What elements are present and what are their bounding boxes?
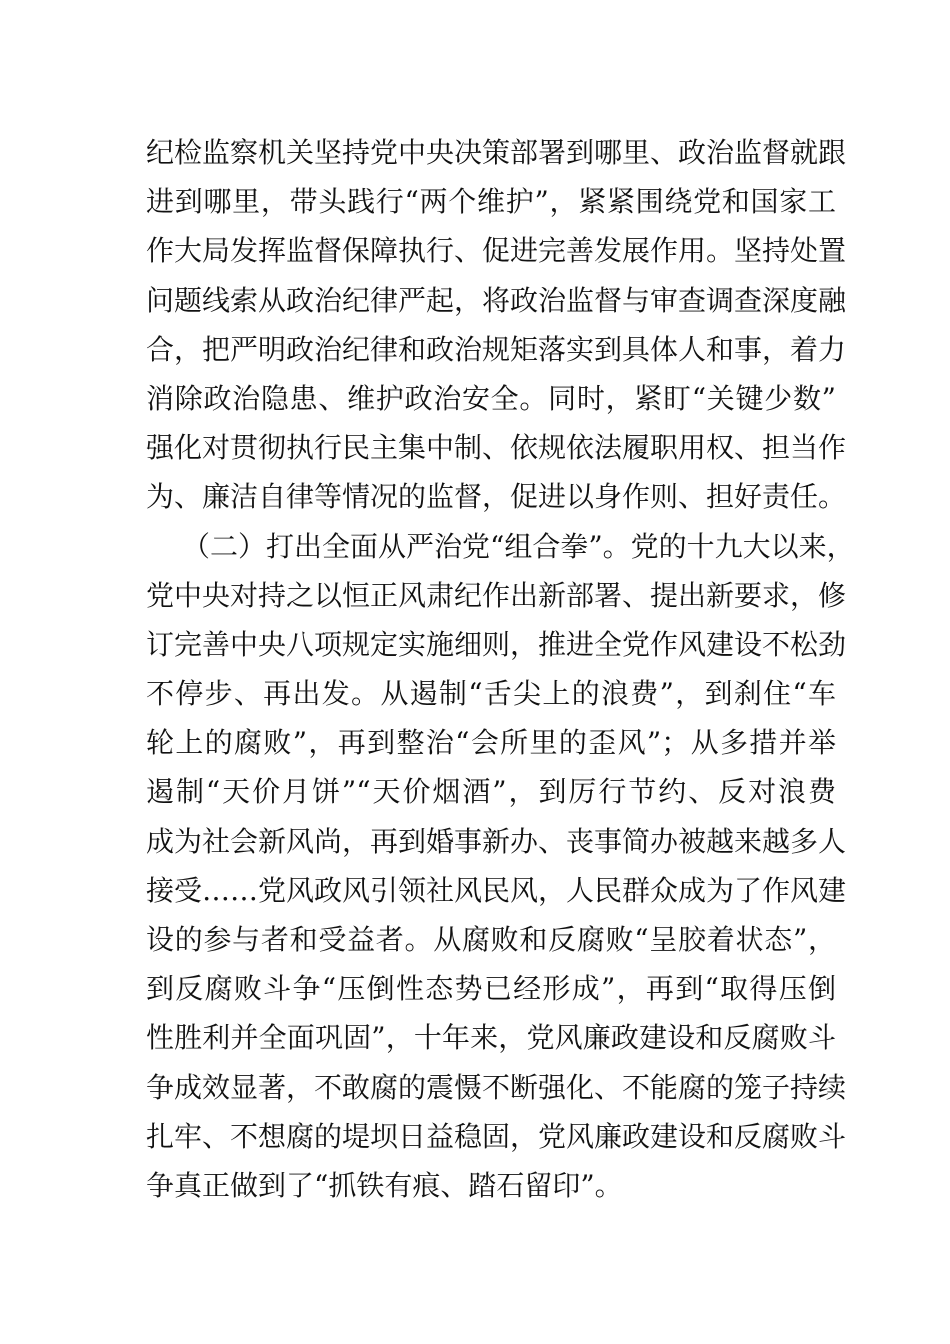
text-line: 到反腐败斗争“压倒性态势已经形成”，再到“取得压倒 (146, 972, 836, 1006)
paragraph-1 (146, 128, 847, 522)
text-line: 扎牢、不想腐的堤坝日益稳固，党风廉政建设和反腐败斗 (146, 1119, 847, 1153)
paragraph-2 (146, 522, 855, 1211)
text-line: 党中央对持之以恒正风肃纪作出新部署、提出新要求，修 (146, 578, 847, 612)
text-line: 为、廉洁自律等情况的监督，促进以身作则、担好责任。 (146, 480, 847, 514)
text-line: 遏制“天价月饼”“天价烟酒”，到厉行节约、反对浪费 (146, 775, 836, 809)
text-line: 作大局发挥监督保障执行、促进完善发展作用。坚持处置 (146, 234, 847, 268)
text-line: 进到哪里，带头践行“两个维护”，紧紧围绕党和国家工 (146, 185, 836, 219)
text-line: 纪检监察机关坚持党中央决策部署到哪里、政治监督就跟 (146, 136, 847, 169)
text-line: 设的参与者和受益者。从腐败和反腐败“呈胶着状态”， (146, 923, 836, 956)
text-line: 成为社会新风尚，再到婚事新办、丧事简办被越来越多人 (146, 824, 847, 858)
text-line: 争成效显著，不敢腐的震慑不断强化、不能腐的笼子持续 (146, 1070, 847, 1104)
text-line: 合，把严明政治纪律和政治规矩落实到具体人和事，着力 (146, 332, 847, 366)
text-line: 不停步、再出发。从遏制“舌尖上的浪费”，到刹住“车 (146, 677, 836, 711)
section-heading-line: （二）打出全面从严治党“组合拳”。党的十九大以来， (182, 529, 855, 563)
text-line: 强化对贯彻执行民主集中制、依规依法履职用权、担当作 (146, 431, 847, 465)
text-line: 消除政治隐患、维护政治安全。同时，紧盯“关键少数” (146, 381, 836, 415)
text-line: 争真正做到了“抓铁有痕、踏石留印”。 (146, 1168, 623, 1202)
text-line: 订完善中央八项规定实施细则，推进全党作风建设不松劲 (146, 627, 847, 661)
text-line: 问题线索从政治纪律严起，将政治监督与审查调查深度融 (146, 283, 847, 317)
text-line: 性胜利并全面巩固”，十年来，党风廉政建设和反腐败斗 (146, 1021, 836, 1055)
document-body (146, 128, 855, 1210)
text-line: 轮上的腐败”，再到整治“会所里的歪风”；从多措并举 (146, 726, 836, 760)
text-line: 接受……党风政风引领社风民风，人民群众成为了作风建 (146, 873, 847, 907)
